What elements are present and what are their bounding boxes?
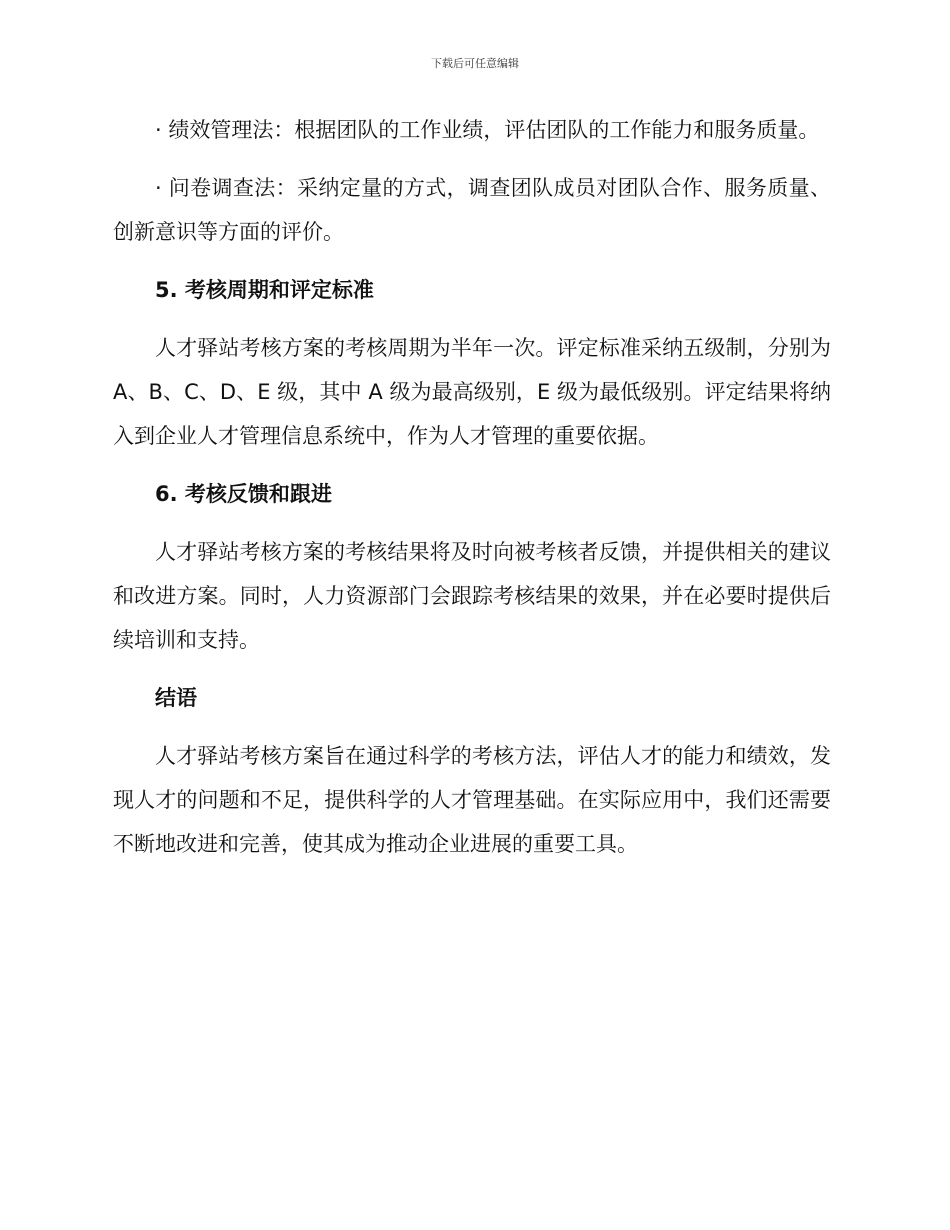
paragraph-assessment-cycle: 人才驿站考核方案的考核周期为半年一次。评定标准采纳五级制，分别为 A、B、C、D、E 级，其中 A 级为最高级别，E 级为最低级别。评定结果将纳入到企业人才管理信息系统中，作为人才管理的重要依据。 [113,336,831,448]
paragraph-feedback: 人才驿站考核方案的考核结果将及时向被考核者反馈，并提供相关的建议和改进方案。同时，人力资源部门会跟踪考核结果的效果，并在必要时提供后续培训和支持。 [113,540,831,652]
bullet-performance-management: · 绩效管理法：根据团队的工作业绩，评估团队的工作能力和服务质量。 [155,118,820,142]
paragraph-conclusion: 人才驿站考核方案旨在通过科学的考核方法，评估人才的能力和绩效，发现人才的问题和不足，提供科学的人才管理基础。在实际应用中，我们还需要不断地改进和完善，使其成为推动企业进展的重要工具。 [113,744,831,856]
document-body [113,108,831,880]
section-heading-5: 5. 考核周期和评定标准 [155,278,374,302]
page-header: 下载后可任意编辑 [431,57,519,70]
section-heading-6: 6. 考核反馈和跟进 [155,482,332,506]
bullet-questionnaire-survey: · 问卷调查法：采纳定量的方式，调查团队成员对团队合作、服务质量、创新意识等方面的评价。 [113,176,831,244]
section-heading-conclusion: 结语 [155,686,197,710]
